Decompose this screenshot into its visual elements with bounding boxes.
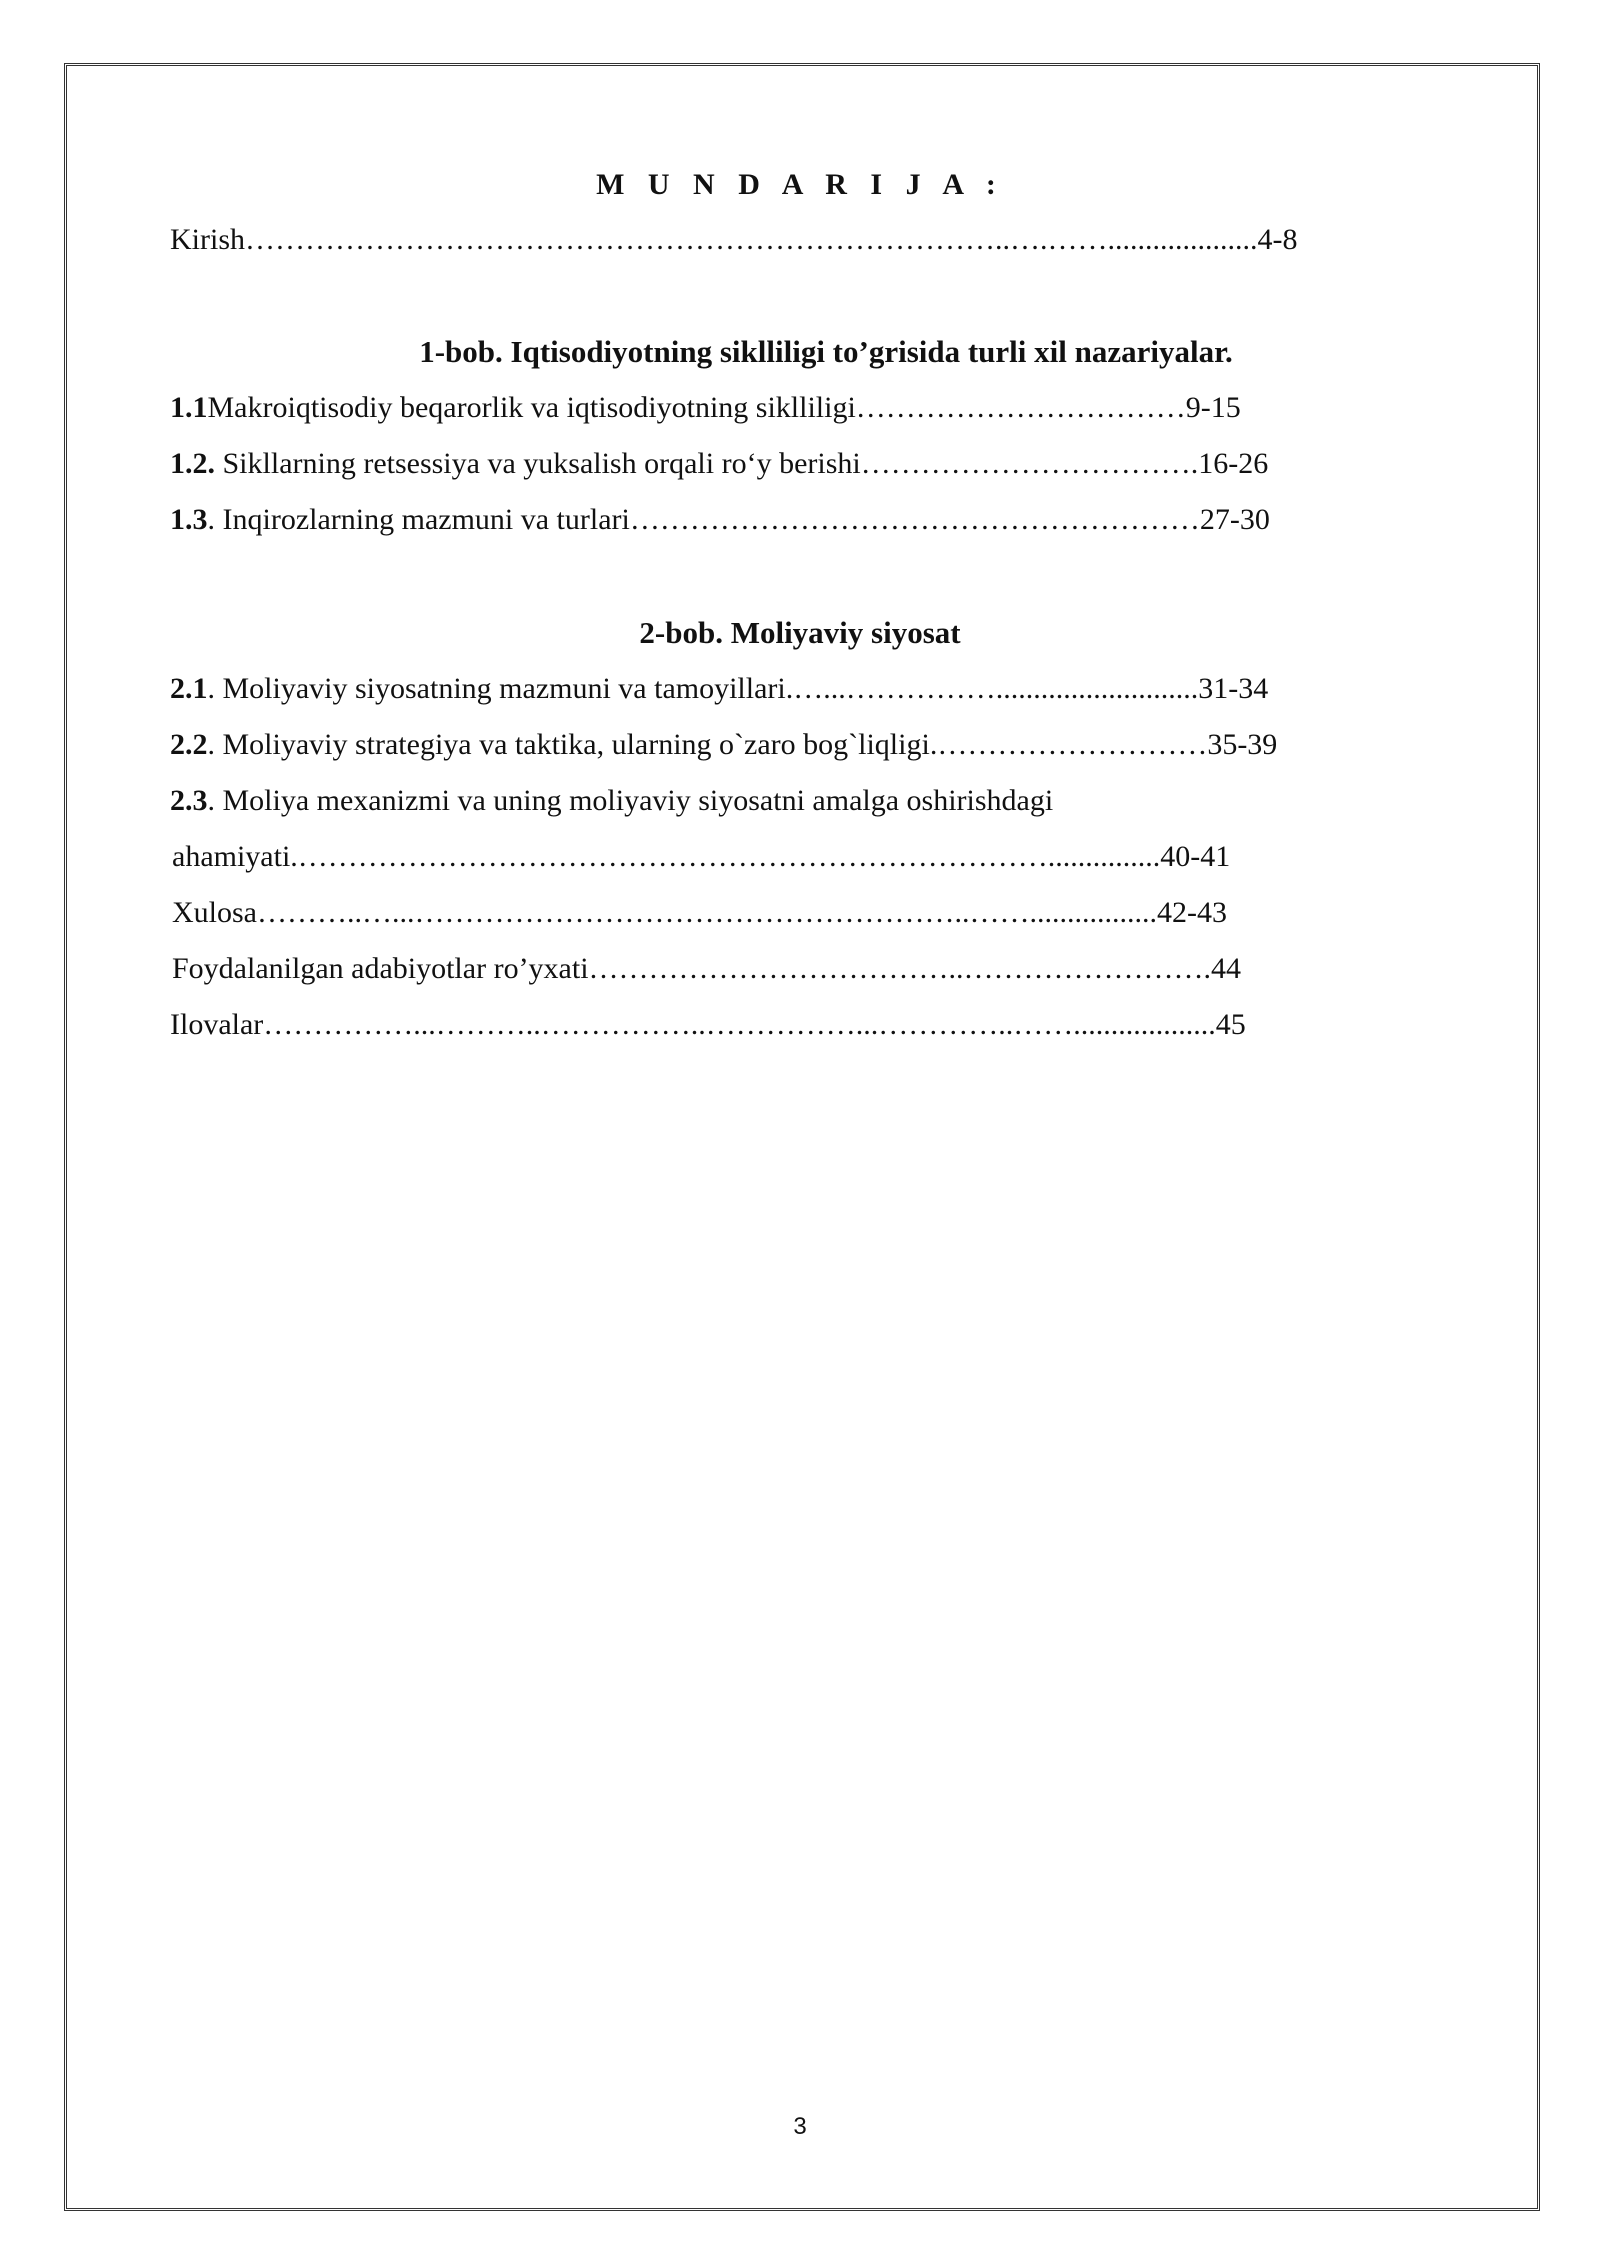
toc-entry-1-2 [170,446,1268,482]
toc-entry-intro: Kirish…………………………………………………………………..….……....................4-8 [170,223,1298,256]
toc-entry-appendices: Ilovalar……………...………..……………..……………...…………..……...................45 [170,1008,1246,1041]
toc-entry-1-1 [170,390,1241,426]
toc-entry-text: . Moliyaviy siyosatning mazmuni va tamoyillari.…...……………...........................31-34 [207,672,1269,705]
toc-entry-2-2 [170,727,1277,763]
toc-entry-text: . Inqirozlarning mazmuni va turlari…………………………………………………27-30 [207,503,1270,536]
page-border [64,63,1540,2211]
toc-entry-1-3 [170,502,1270,538]
chapter-1-heading: 1-bob. Iqtisodiyotning siklliligi to’grisida turli xil nazariyalar. [419,334,1233,369]
toc-title: M U N D A R I J A : [596,168,1004,201]
toc-entry-2-3 [170,783,1053,819]
toc-entry-references: Foydalanilgan adabiyotlar ro’yxati………………………………..…………………….44 [172,952,1242,985]
toc-entry-number: 1.2. [170,447,215,480]
toc-entry-text: . Moliyaviy strategiya va taktika, ularning o`zaro bog`liqligi.………………………35-39 [207,728,1278,761]
toc-entry-text: Sikllarning retsessiya va yuksalish orqali ro‘y berishi…………………………….16-26 [215,447,1269,480]
toc-entry-number: 2.1 [170,672,208,705]
toc-entry-conclusion: Xulosa………..…...………………………………………………..…….................42-43 [172,896,1227,929]
page-number: 3 [793,2113,807,2140]
toc-entry-2-3-continuation: ahamiyati.…………………………………………………………………...............40-41 [172,840,1231,873]
toc-entry-text: Makroiqtisodiy beqarorlik va iqtisodiyotning siklliligi……………………………9-15 [207,391,1241,424]
toc-entry-number: 2.2 [170,728,208,761]
toc-entry-number: 2.3 [170,784,208,817]
chapter-2-heading: 2-bob. Moliyaviy siyosat [639,615,961,650]
toc-entry-number: 1.3 [170,503,208,536]
toc-entry-2-1 [170,671,1268,707]
toc-entry-number: 1.1 [170,391,208,424]
toc-entry-text: . Moliya mexanizmi va uning moliyaviy siyosatni amalga oshirishdagi [207,784,1054,817]
